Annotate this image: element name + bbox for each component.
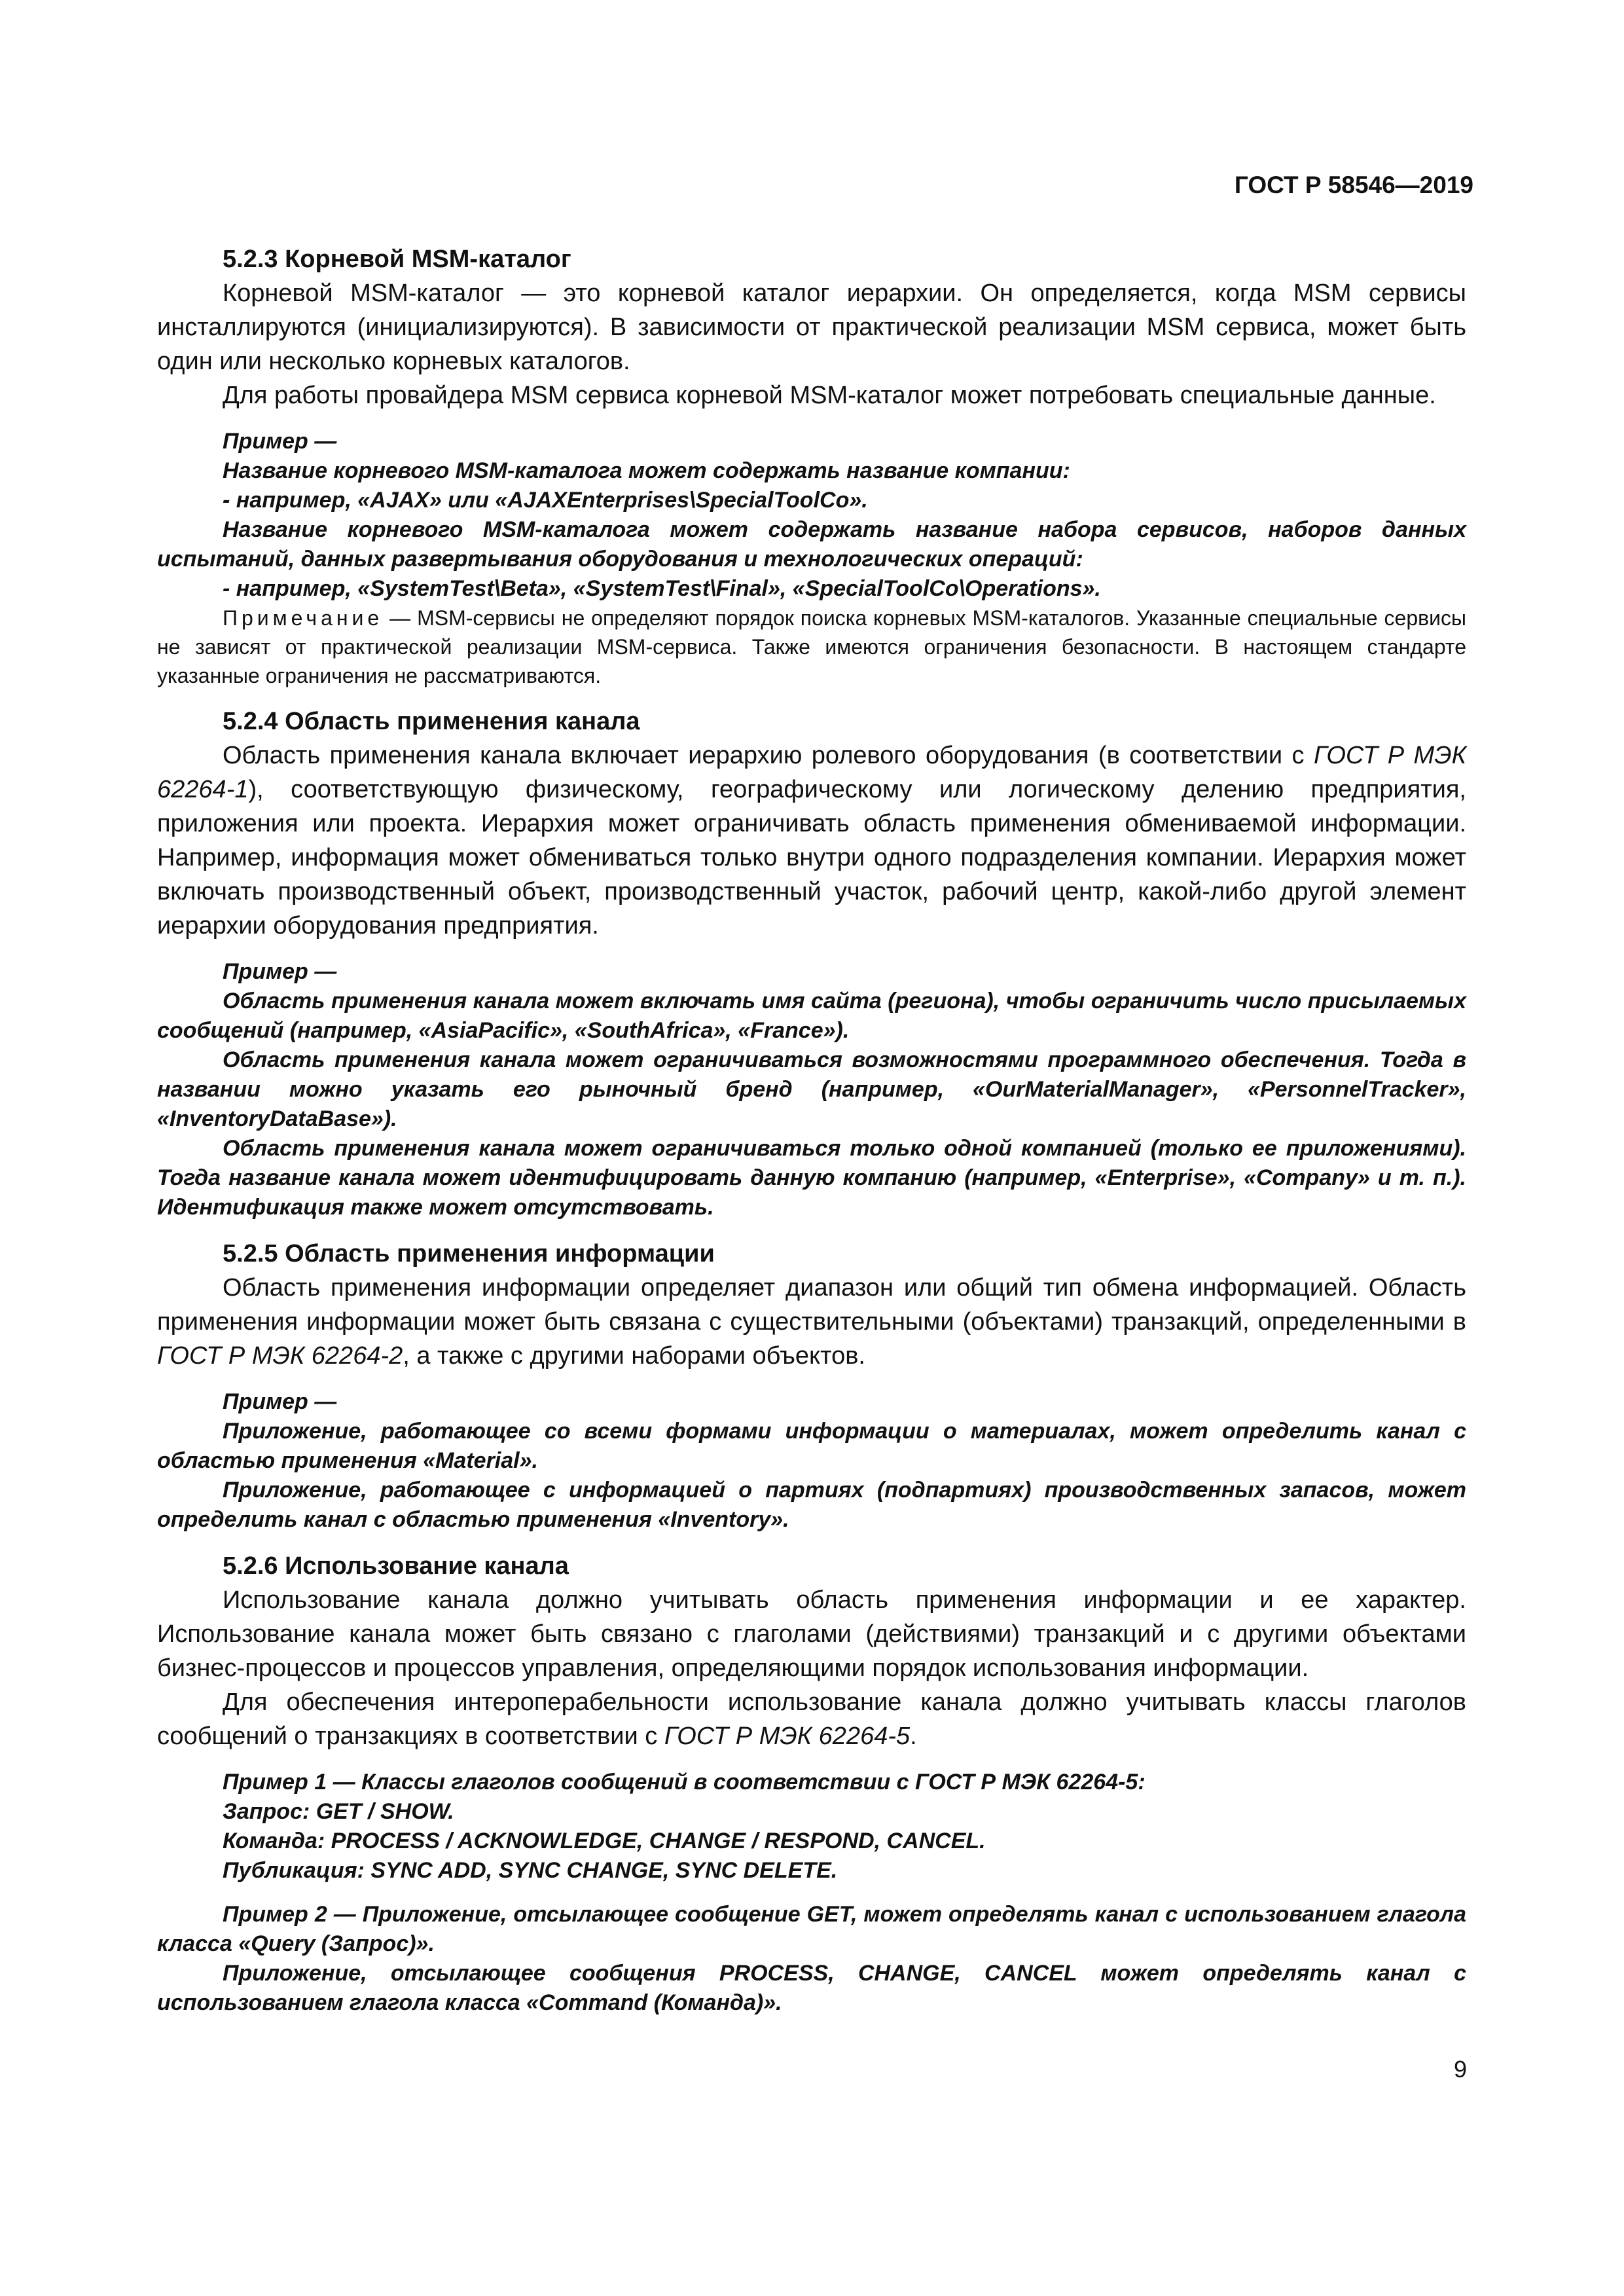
example-label: Пример — (223, 429, 337, 454)
paragraph: Корневой MSM-каталог — это корневой каталог иерархии. Он определяется, когда MSM сервисы инсталлируются (инициализируются). В зависимости от практической реализации MSM сервиса, может быть один или несколько корневых каталогов. (157, 280, 1466, 375)
example-text: Название корневого MSM-каталога может содержать название компании: (223, 458, 1070, 483)
paragraph-text: ), соответствующую физическому, географическому или логическому делению предприятия, приложения или проекта. Иерархия может ограничивать область применения обмениваемой информации. Например, информация может обмениваться только внутри одного подразделения компании. Иерархия может включать производственный объект, производственный участок, рабочий центр, какой-либо другой элемент иерархии оборудования предприятия. (157, 776, 1466, 939)
paragraph-text: Область применения канала включает иерархию ролевого оборудования (в соответствии с (223, 742, 1314, 769)
paragraph (157, 1271, 1466, 1373)
note-label: Примечание (223, 606, 384, 630)
example-label: Пример — (223, 1389, 337, 1414)
section-heading-5-2-4: 5.2.4 Область применения канала (223, 708, 640, 735)
paragraph-text: . (910, 1722, 917, 1750)
paragraph-text: Для обеспечения интероперабельности использование канала должно учитывать классы глаголов сообщений о транзакциях в соответствии с (157, 1688, 1466, 1750)
example-label: Пример — (223, 959, 337, 984)
section-heading-5-2-6: 5.2.6 Использование канала (223, 1552, 569, 1580)
example-text: Область применения канала может включать имя сайта (региона), чтобы ограничить число присылаемых сообщений (например, «AsiaPacific», «SouthAfrica», «France»). (157, 989, 1466, 1043)
example-text: - например, «AJAX» или «AJAXEnterprises\SpecialToolCo». (223, 488, 868, 513)
example-text: Область применения канала может ограничиваться только одной компанией (только ее приложениями). Тогда название канала может идентифицировать данную компанию (например, «Enterprise», «Company» и т. п.). Идентификация также может отсутствовать. (157, 1136, 1466, 1220)
example-text: Приложение, работающее со всеми формами информации о материалах, может определить канал с областью применения «Material». (157, 1419, 1466, 1473)
standard-reference: ГОСТ Р МЭК 62264-2 (157, 1342, 403, 1370)
section-heading-5-2-3: 5.2.3 Корневой MSM-каталог (223, 246, 571, 273)
example-text: - например, «SystemTest\Beta», «SystemTest\Final», «SpecialToolCo\Operations». (223, 576, 1101, 601)
example-text: Приложение, отсылающее сообщения PROCESS, CHANGE, CANCEL может определять канал с использованием глагола класса «Command (Команда)». (157, 1961, 1466, 2015)
section-heading-5-2-5: 5.2.5 Область применения информации (223, 1240, 715, 1267)
example-text: Область применения канала может ограничиваться возможностями программного обеспечения. Тогда в названии можно указать его рыночный бренд (например, «OurMaterialManager», «PersonnelTracker», «InventoryDataBase»). (157, 1048, 1466, 1131)
example-text: Публикация: SYNC ADD, SYNC CHANGE, SYNC DELETE. (223, 1858, 838, 1883)
example-text: Команда: PROCESS / ACKNOWLEDGE, CHANGE / RESPOND, CANCEL. (223, 1829, 986, 1853)
example-text: Приложение, работающее с информацией о партиях (подпартиях) производственных запасов, может определить канал с областью применения «Inventory». (157, 1478, 1466, 1532)
paragraph: Использование канала должно учитывать область применения информации и ее характер. Использование канала может быть связано с глаголами (действиями) транзакций и с другими объектами бизнес-процессов и процессов управления, определяющими порядок использования информации. (157, 1586, 1466, 1682)
paragraph-text: , а также с другими наборами объектов. (403, 1342, 865, 1370)
paragraph (157, 1685, 1466, 1753)
example-text: Запрос: GET / SHOW. (223, 1799, 454, 1824)
document-body (157, 242, 1466, 2018)
note (157, 604, 1466, 690)
paragraph: Для работы провайдера MSM сервиса корневой MSM-каталог может потребовать специальные данные. (223, 382, 1436, 409)
standard-reference: ГОСТ Р МЭК 62264-5 (664, 1722, 911, 1750)
example-text: Название корневого MSM-каталога может содержать название набора сервисов, наборов данных испытаний, данных развертывания оборудования и технологических операций: (157, 517, 1466, 572)
example-text: Пример 2 — Приложение, отсылающее сообщение GET, может определять канал с использованием глагола класса «Query (Запрос)». (157, 1902, 1466, 1956)
paragraph (157, 738, 1466, 943)
standard-reference: ГОСТ Р МЭК 62264-1 (157, 742, 1466, 803)
document-code-header: ГОСТ Р 58546—2019 (1234, 172, 1473, 198)
note-text: — MSM-сервисы не определяют порядок поиска корневых MSM-каталогов. Указанные специальные сервисы не зависят от практической реализации MSM-сервиса. Также имеются ограничения безопасности. В настоящем стандарте указанные ограничения не рассматриваются. (157, 606, 1466, 687)
paragraph-text: Область применения информации определяет диапазон или общий тип обмена информацией. Область применения информации может быть связана с существительными (объектами) транзакций, определенными в (157, 1274, 1466, 1336)
page-number: 9 (1453, 2056, 1467, 2083)
example-title: Пример 1 — Классы глаголов сообщений в соответствии с ГОСТ Р МЭК 62264-5: (223, 1770, 1146, 1795)
